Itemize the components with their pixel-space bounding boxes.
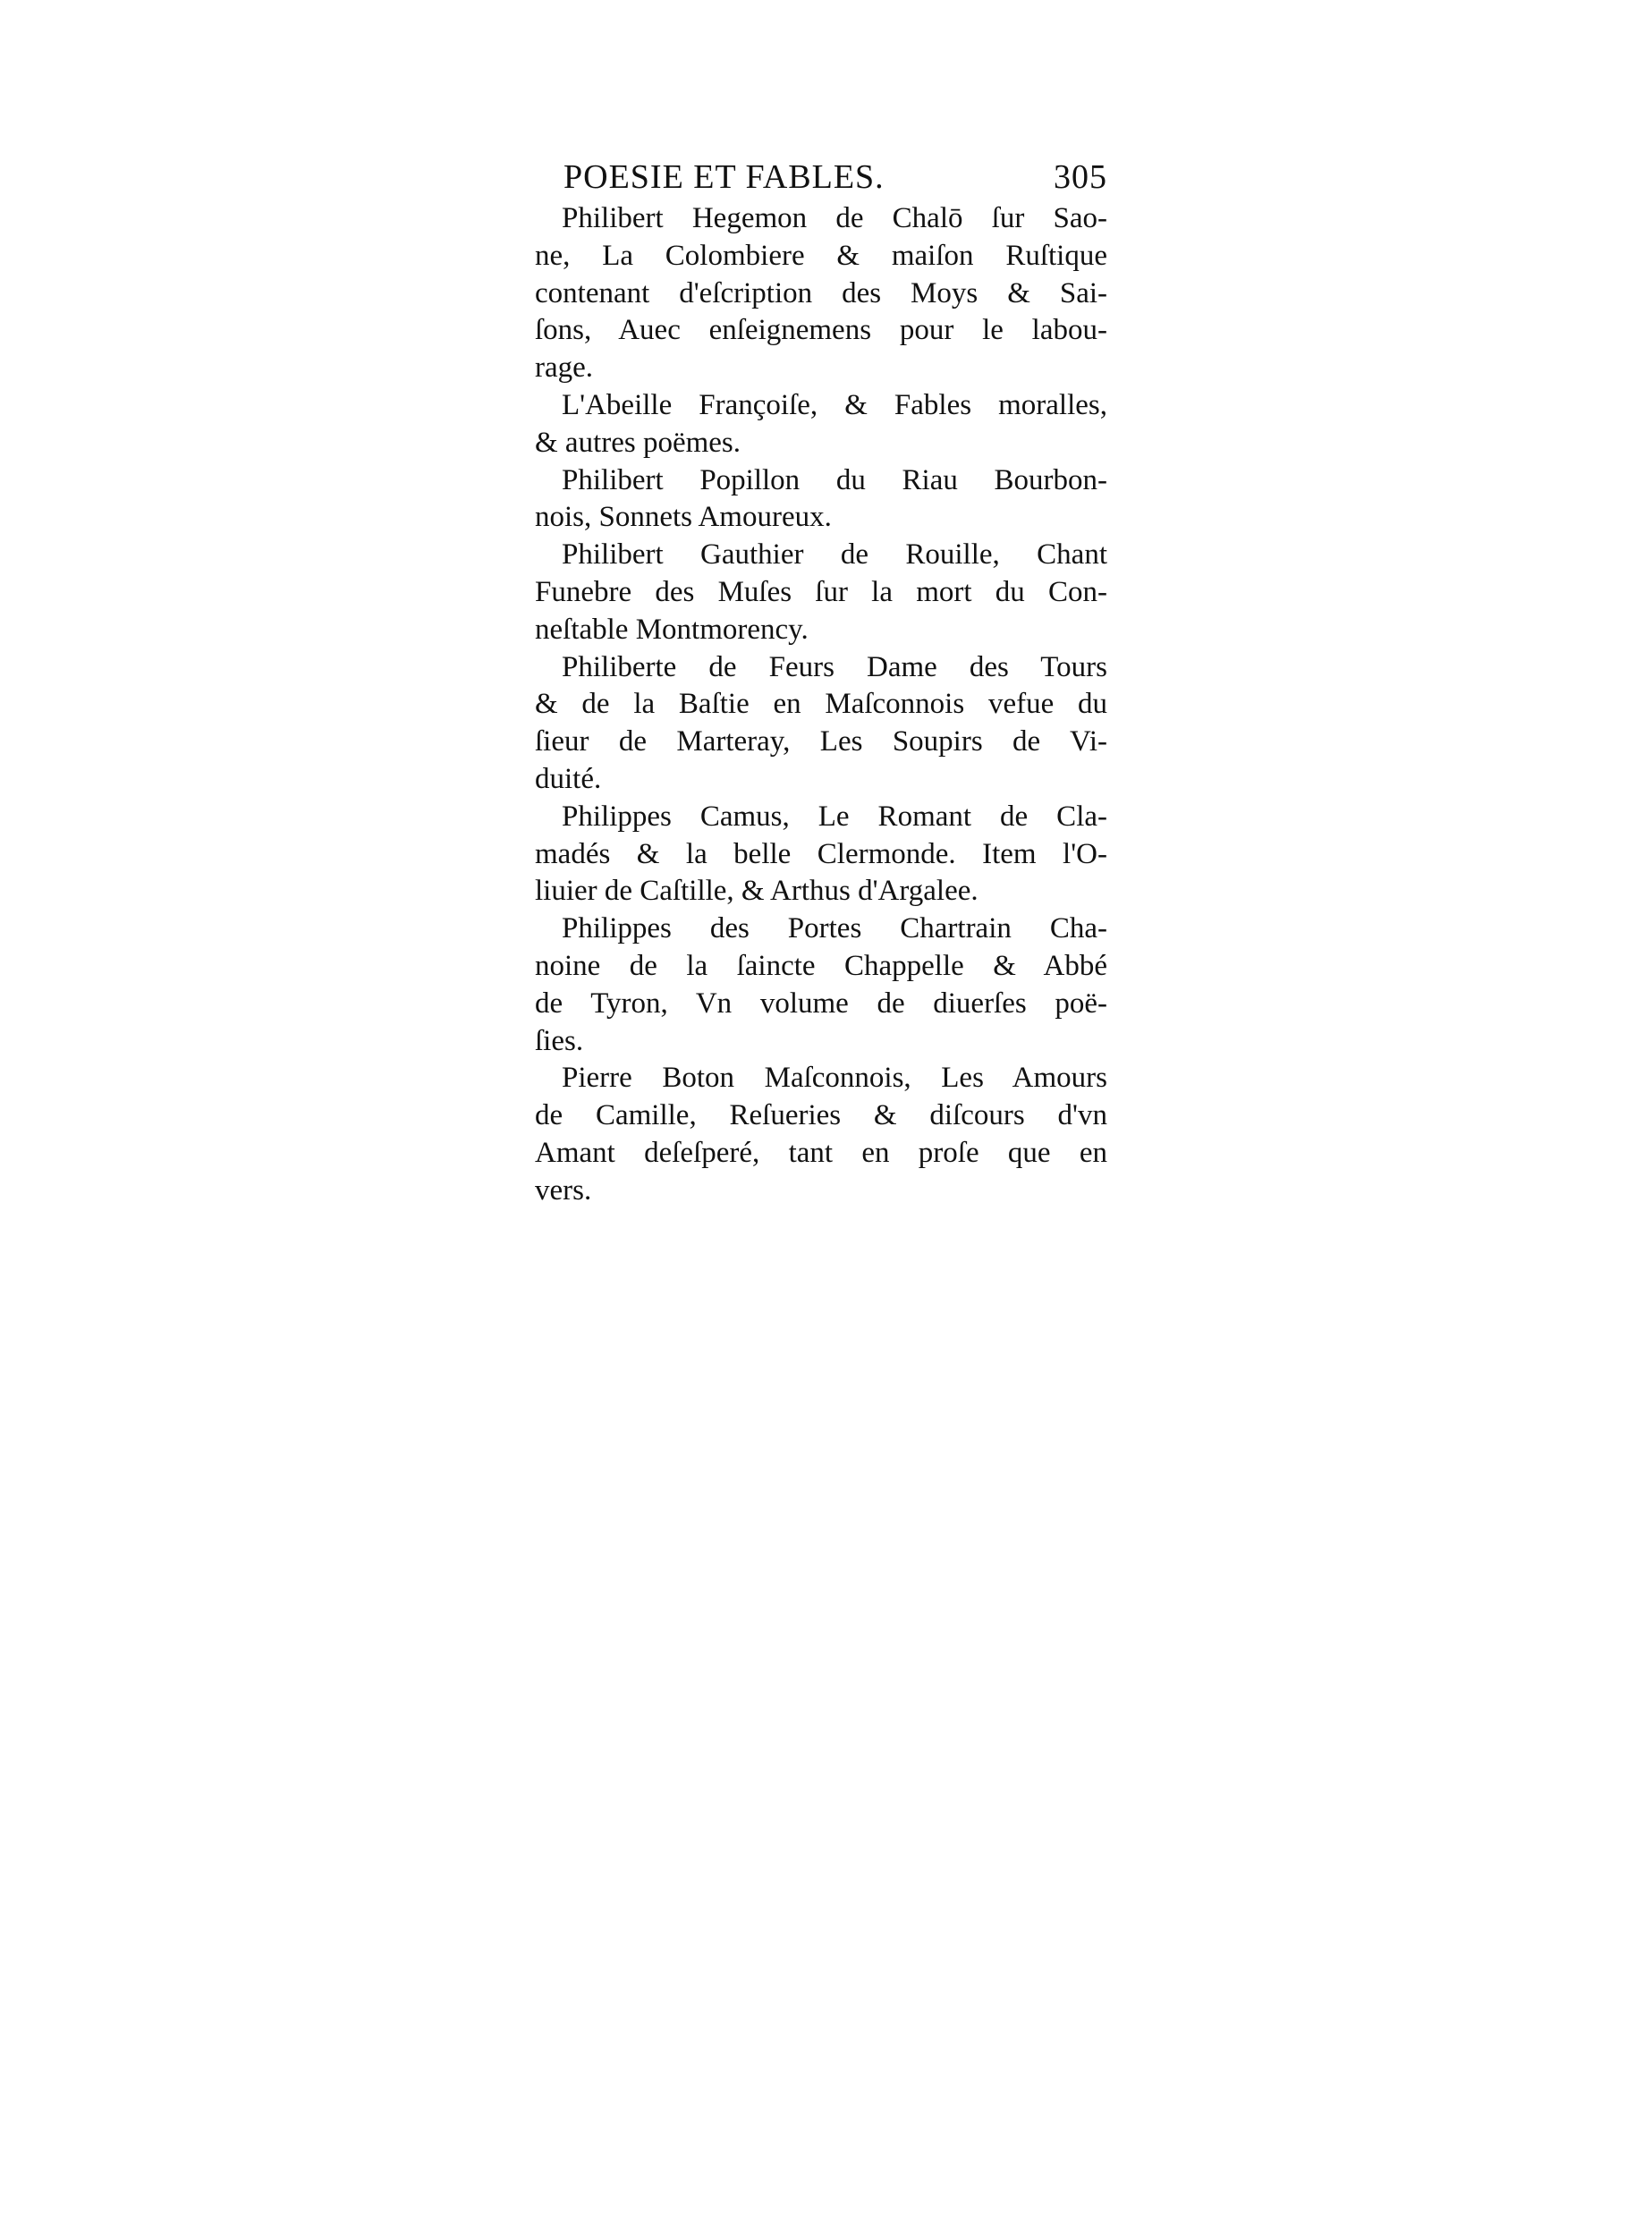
- entry-line: noine de la ſaincte Chappelle & Abbé: [535, 949, 1107, 982]
- entry-line: & autres poëmes.: [535, 426, 741, 459]
- list-item: [535, 537, 1107, 648]
- entry-line: Amant deſeſperé, tant en proſe que en: [535, 1136, 1107, 1169]
- list-item: [535, 200, 1107, 387]
- entry-line: neſtable Montmorency.: [535, 613, 809, 646]
- list-item: [535, 649, 1107, 799]
- entry-line: Philiberte de Feurs Dame des Tours: [562, 650, 1107, 683]
- entry-line: Philibert Hegemon de Chalō ſur Sao-: [562, 202, 1107, 234]
- list-item: [535, 387, 1107, 462]
- entry-line: ſons, Auec enſeignemens pour le labou-: [535, 314, 1107, 347]
- list-item: [535, 799, 1107, 910]
- text-block: [535, 159, 1107, 1210]
- entry-line: Philibert Gauthier de Rouille, Chant: [562, 538, 1107, 572]
- entry-line: & de la Baſtie en Maſconnois vefue du: [535, 688, 1107, 721]
- entry-line: Pierre Boton Maſconnois, Les Amours: [562, 1062, 1107, 1095]
- list-item: [535, 1060, 1107, 1209]
- entry-line: duité.: [535, 762, 602, 795]
- entry-line: liuier de Caſtille, & Arthus d'Argalee.: [535, 875, 978, 908]
- entry-line: de Tyron, Vn volume de diuerſes poë-: [535, 987, 1107, 1020]
- running-head-title: POESIE ET FABLES.: [563, 158, 885, 196]
- entry-line: vers.: [535, 1173, 592, 1207]
- list-item: [535, 910, 1107, 1060]
- entry-line: de Camille, Reſueries & diſcours d'vn: [535, 1099, 1107, 1132]
- running-head: [535, 159, 1107, 200]
- entry-line: ſies.: [535, 1024, 584, 1057]
- entry-line: Philibert Popillon du Riau Bourbon-: [562, 463, 1107, 496]
- entry-line: contenant d'eſcription des Moys & Sai-: [535, 276, 1107, 309]
- entry-line: Funebre des Muſes ſur la mort du Con-: [535, 575, 1107, 608]
- list-item: [535, 462, 1107, 538]
- entry-line: ne, La Colombiere & maiſon Ruſtique: [535, 239, 1107, 272]
- page-number: 305: [1054, 158, 1107, 196]
- entry-line: Philippes des Portes Chartrain Cha-: [562, 912, 1107, 945]
- entry-line: nois, Sonnets Amoureux.: [535, 501, 832, 534]
- entry-line: rage.: [535, 351, 594, 385]
- entry-line: madés & la belle Clermonde. Item l'O-: [535, 837, 1107, 870]
- entry-line: ſieur de Marteray, Les Soupirs de Vi-: [535, 725, 1107, 758]
- entry-line: L'Abeille Françoiſe, & Fables moralles,: [562, 388, 1107, 421]
- entry-line: Philippes Camus, Le Romant de Cla-: [562, 800, 1107, 833]
